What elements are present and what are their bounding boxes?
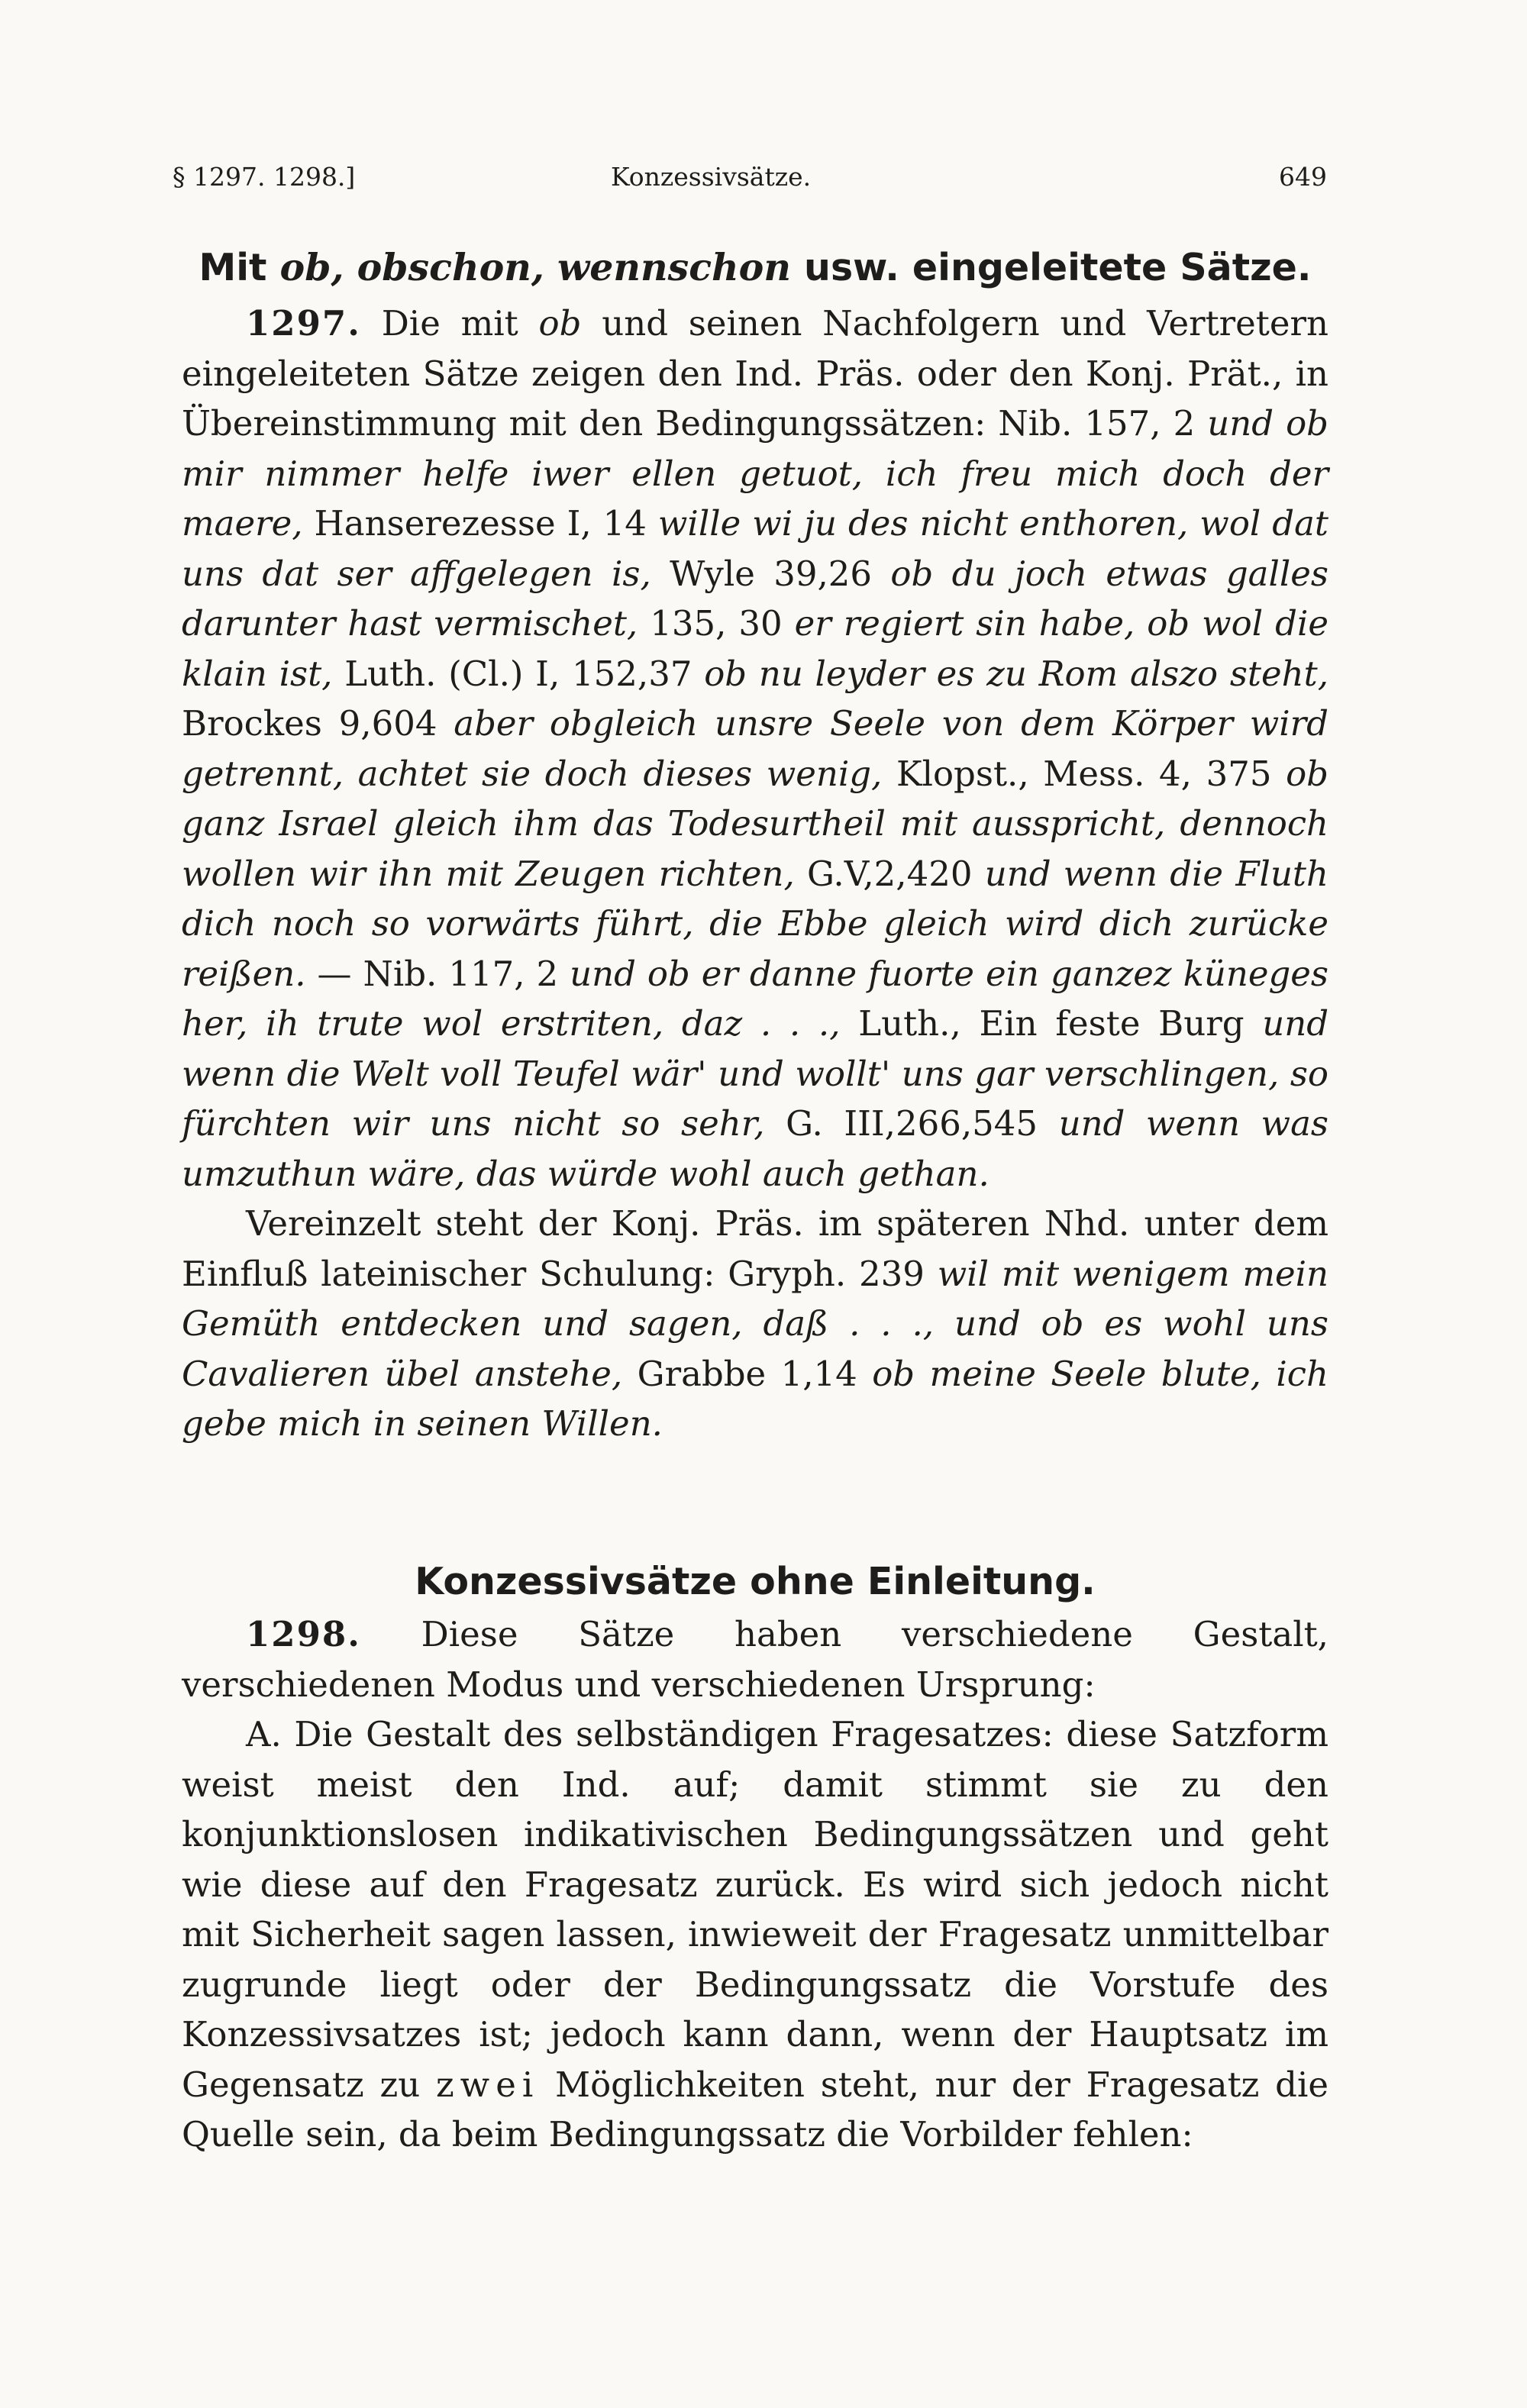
section-1297: [182, 243, 1328, 1449]
paragraph: Vereinzelt steht der Konj. Präs. im späteren Nhd. unter dem Einfluß lateinischer Schulung: Gryph. 239 wil mit wenigem mein Gemüth entdecken und sagen, daß . . ., und ob es wohl uns Cavalieren übel anstehe, Grabbe 1,14 ob meine Seele blute, ich gebe mich in seinen Willen.: [182, 1203, 1328, 1444]
section-heading: Konzessivsätze ohne Einleitung.: [415, 1560, 1096, 1603]
section-number: 1298.: [246, 1614, 361, 1654]
running-header: [0, 162, 1527, 208]
section-number: 1297.: [246, 303, 361, 344]
section-heading: Mit ob, obschon, wennschon usw. eingeleitete Sätze.: [199, 245, 1312, 289]
section-1298: [182, 1557, 1328, 2160]
paragraph: A. Die Gestalt des selbständigen Fragesatzes: diese Satzform weist meist den Ind. auf; damit stimmt sie zu den konjunktionslosen indikativischen Bedingungssätzen und geht wie diese auf den Fragesatz zurück. Es wird sich jedoch nicht mit Sicherheit sagen lassen, inwieweit der Fragesatz unmittelbar zugrunde liegt oder der Bedingungssatz die Vorstufe des Konzessivsatzes ist; jedoch kann dann, wenn der Hauptsatz im Gegensatz zu zwei Möglichkeiten steht, nur der Fragesatz die Quelle sein, da beim Bedingungssatz die Vorbilder fehlen:: [182, 1714, 1328, 2155]
page-number: 649: [1279, 162, 1327, 192]
section-reference: § 1297. 1298.]: [173, 162, 356, 192]
paragraph: 1297. Die mit ob und seinen Nachfolgern und Vertretern eingeleiteten Sätze zeigen den Ind. Präs. oder den Konj. Prät., in Übereinstimmung mit den Bedingungssätzen: Nib. 157, 2 und ob mir nimmer helfe iwer ellen getuot, ich freu mich doch der maere, Hanserezesse I, 14 wille wi ju des nicht enthoren, wol dat uns dat ser affgelegen is, Wyle 39,26 ob du joch etwas galles darunter hast vermischet, 135, 30 er regiert sin habe, ob wol die klain ist, Luth. (Cl.) I, 152,37 ob nu leyder es zu Rom alszo steht, Brockes 9,604 aber obgleich unsre Seele von dem Körper wird getrennt, achtet sie doch dieses wenig, Klopst., Mess. 4, 375 ob ganz Israel gleich ihm das Todesurtheil mit ausspricht, dennoch wollen wir ihn mit Zeugen richten, G.V,2,420 und wenn die Fluth dich noch so vorwärts führt, die Ebbe gleich wird dich zurücke reißen. — Nib. 117, 2 und ob er danne fuorte ein ganzez küneges her, ih trute wol erstriten, daz . . ., Luth., Ein feste Burg und wenn die Welt voll Teufel wär' und wollt' uns gar verschlingen, so fürchten wir uns nicht so sehr, G. III,266,545 und wenn was umzuthun wäre, das würde wohl auch gethan.: [182, 303, 1329, 1194]
running-title: Konzessivsätze.: [611, 162, 812, 192]
paragraph: 1298. Diese Sätze haben verschiedene Gestalt, verschiedenen Modus und verschiedenen Ursprung:: [182, 1614, 1328, 1705]
